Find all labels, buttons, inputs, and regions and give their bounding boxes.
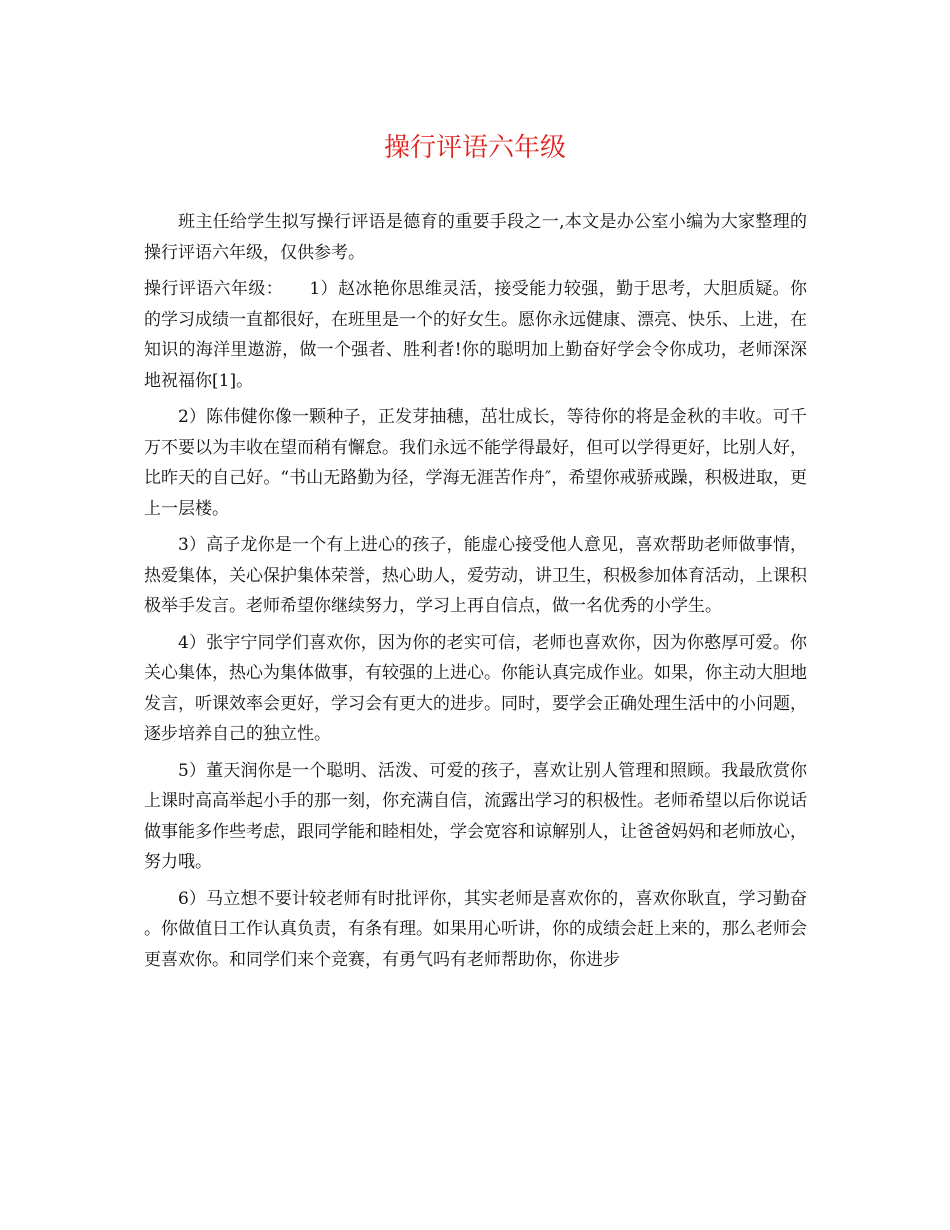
paragraph-comment-6: 6）马立想不要计较老师有时批评你，其实老师是喜欢你的，喜欢你耿直，学习勤奋。你做值日工作认真负责，有条有理。如果用心听讲，你的成绩会赶上来的，那么老师会更喜欢你。和同学们来个竞赛，有勇气吗有老师帮助你，你进步: [144, 888, 807, 970]
paragraph-comment-2: 2）陈伟健你像一颗种子，正发芽抽穗，茁壮成长，等待你的将是金秋的丰收。可千万不要以为丰收在望而稍有懈怠。我们永远不能学得最好，但可以学得更好，比别人好，比昨天的自己好。“书山无路勤为径，学海无涯苦作舟″，希望你戒骄戒躁，积极进取，更上一层楼。: [144, 407, 807, 519]
document-body: [144, 207, 807, 981]
paragraph-intro: 班主任给学生拟写操行评语是德育的重要手段之一,本文是办公室小编为大家整理的操行评语六年级，仅供参考。: [144, 212, 807, 263]
document-title: 操行评语六年级: [383, 133, 566, 163]
paragraph-comment-3: 3）高子龙你是一个有上进心的孩子，能虚心接受他人意见，喜欢帮助老师做事情，热爱集体，关心保护集体荣誉，热心助人，爱劳动，讲卫生，积极参加体育活动，上课积极举手发言。老师希望你继续努力，学习上再自信点，做一名优秀的小学生。: [144, 535, 807, 616]
paragraph-comment-5: 5）董天润你是一个聪明、活泼、可爱的孩子，喜欢让别人管理和照顾。我最欣赏你上课时高高举起小手的那一刻，你充满自信，流露出学习的积极性。老师希望以后你说话做事能多作些考虑，跟同学能和睦相处，学会宽容和谅解别人，让爸爸妈妈和老师放心，努力哦。: [144, 760, 807, 872]
paragraph-comment-4: 4）张宇宁同学们喜欢你，因为你的老实可信，老师也喜欢你，因为你憨厚可爱。你关心集体，热心为集体做事，有较强的上进心。你能认真完成作业。如果，你主动大胆地发言，听课效率会更好，学习会有更大的进步。同时，要学会正确处理生活中的小问题，逐步培养自己的独立性。: [144, 632, 807, 744]
paragraph-comment-1: 操行评语六年级： 1）赵冰艳你思维灵活，接受能力较强，勤于思考，大胆质疑。你的学习成绩一直都很好，在班里是一个的好女生。愿你永远健康、漂亮、快乐、上进，在知识的海洋里遨游，做一个强者、胜利者!你的聪明加上勤奋好学会令你成功，老师深深地祝福你[1]。: [144, 279, 807, 391]
